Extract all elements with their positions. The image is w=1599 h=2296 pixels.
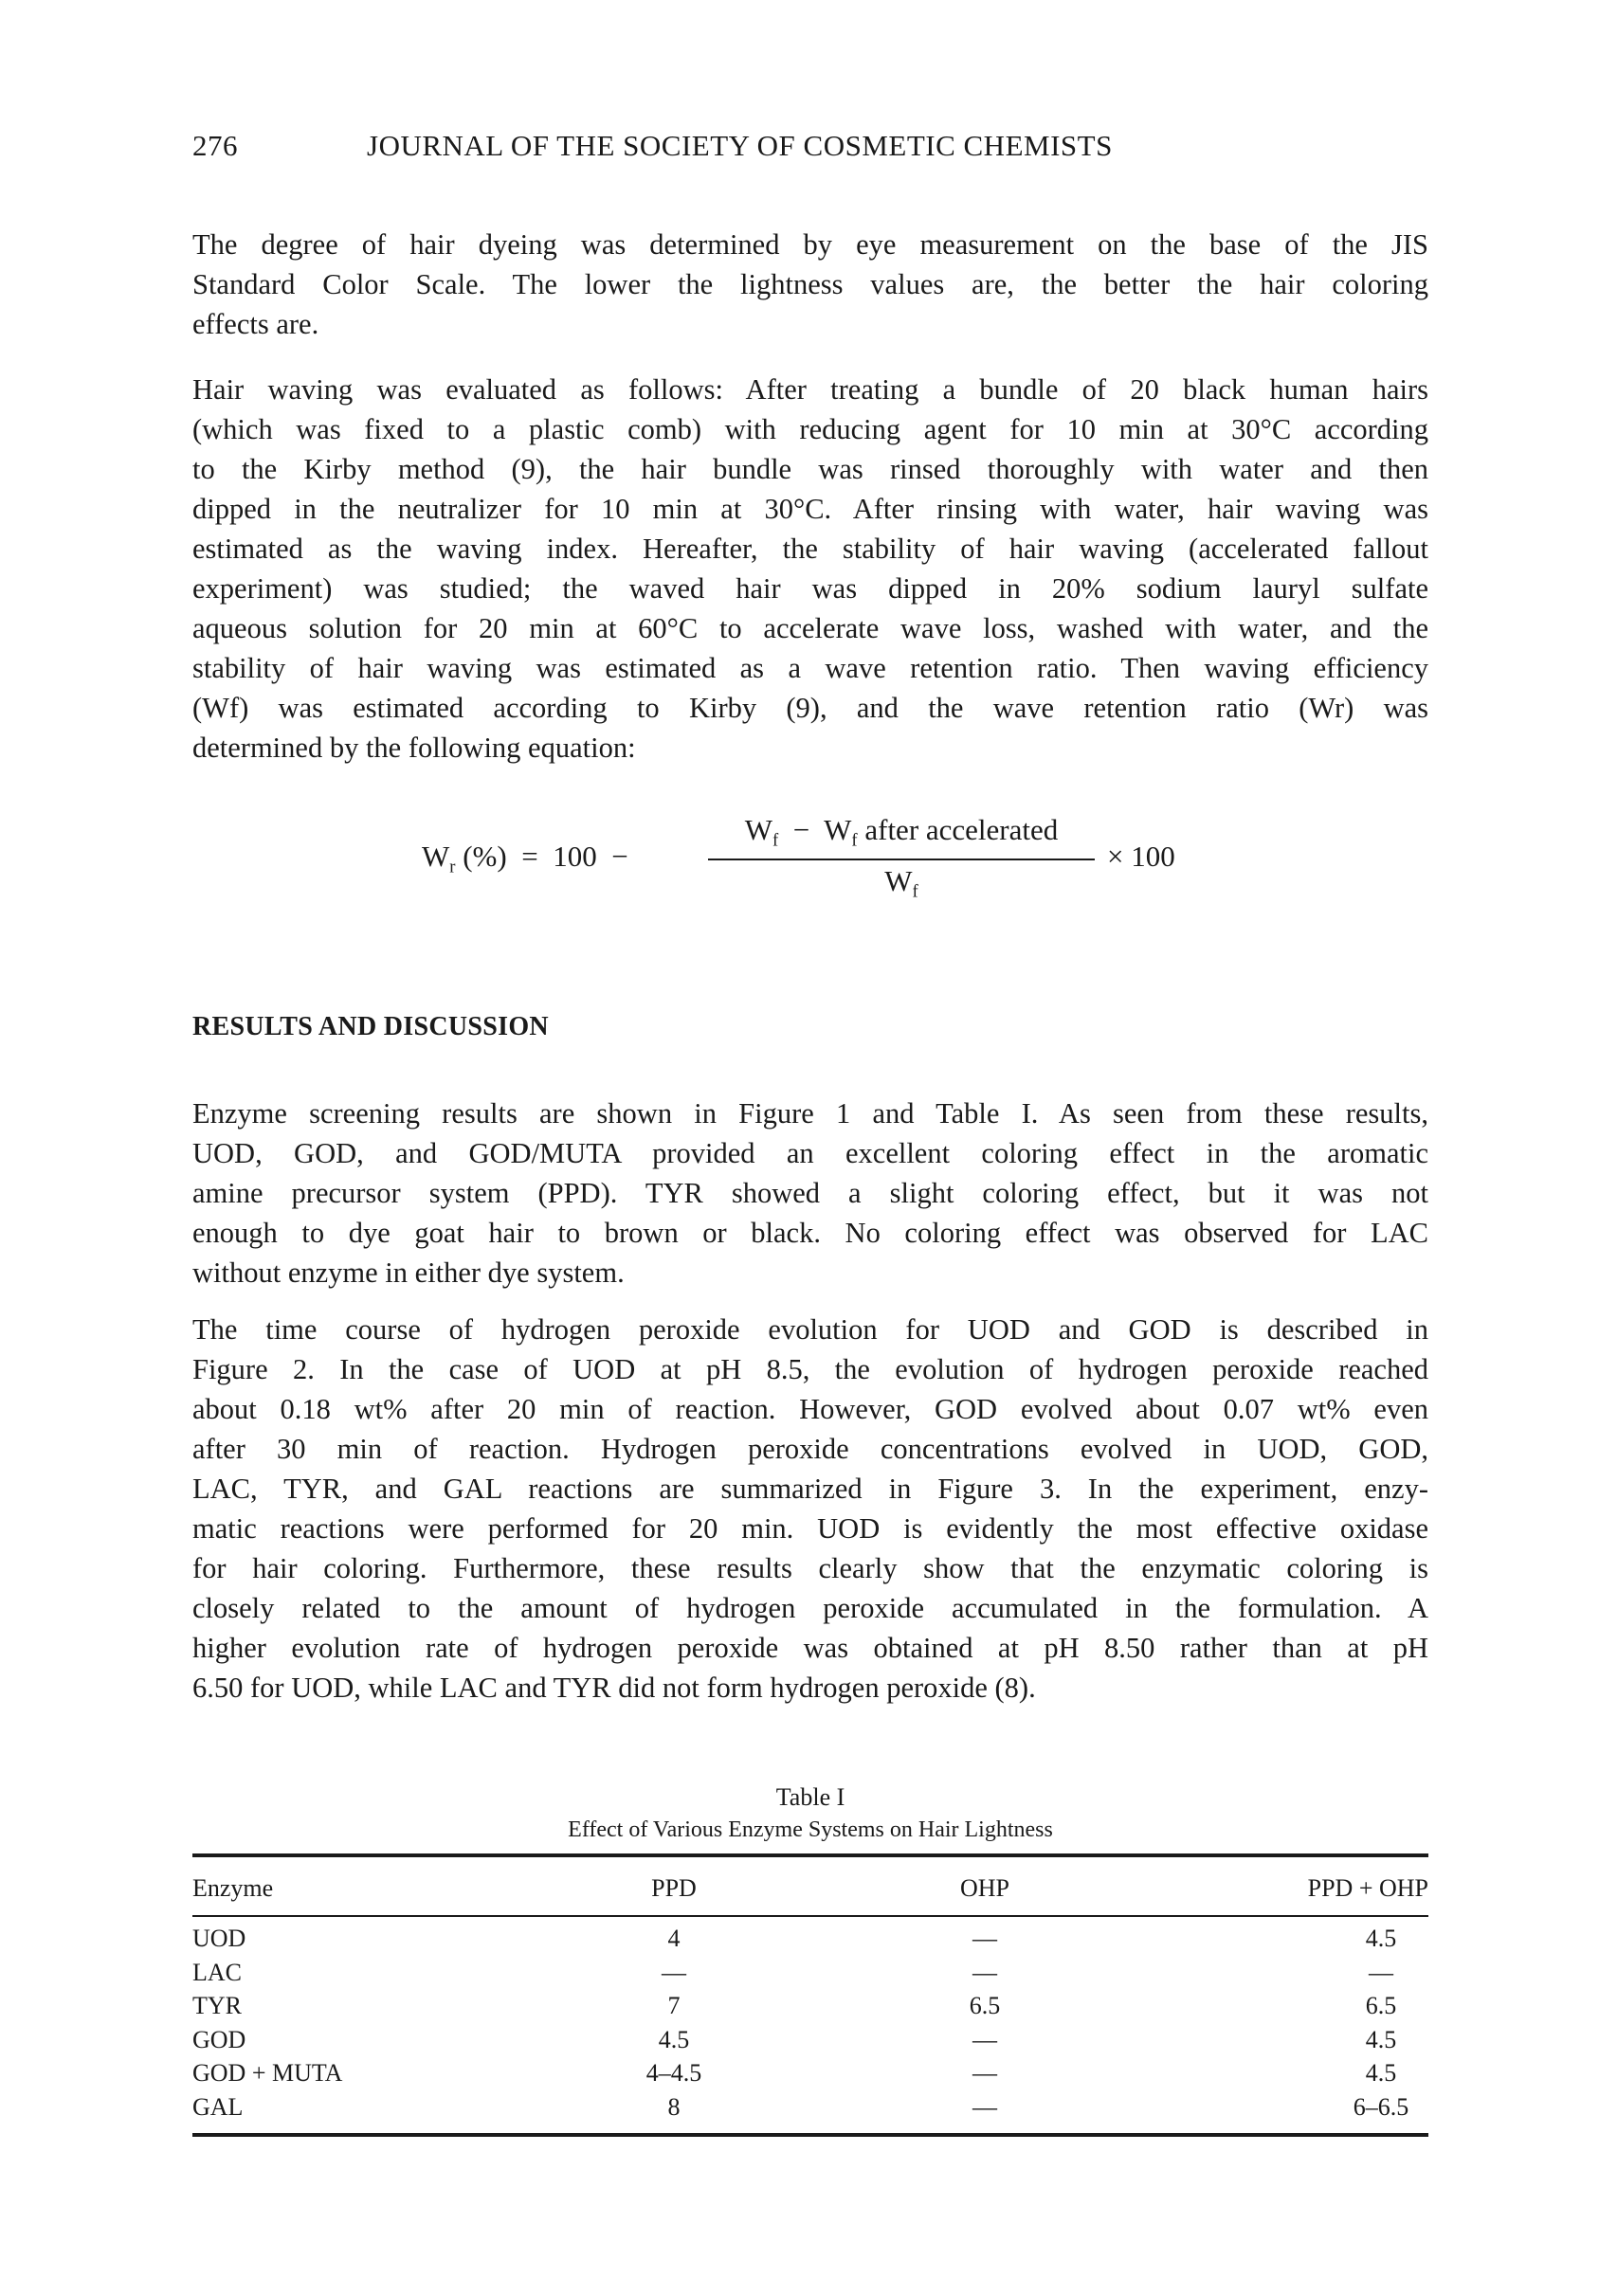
paragraph-peroxide	[192, 1310, 1428, 1708]
text-line: Standard Color Scale. The lower the lightness values are, the better the hair coloring	[192, 268, 1428, 300]
eq-constant: 100	[553, 840, 597, 873]
text-line: stability of hair waving was estimated as a wave retention ratio. Then waving efficiency	[192, 652, 1428, 684]
table-top-rule	[192, 1853, 1428, 1857]
table-cell: —	[1369, 1958, 1393, 1986]
page-number: 276	[192, 129, 238, 162]
equation-numerator	[708, 813, 1095, 852]
table-cell: —	[972, 2093, 997, 2121]
table-cell: —	[972, 1925, 997, 1952]
row-label: GAL	[192, 2093, 244, 2121]
eq-symbol: W	[824, 813, 852, 846]
eq-sub: r	[449, 857, 456, 877]
text-line: without enzyme in either dye system.	[192, 1256, 625, 1289]
table-cell: —	[972, 2025, 997, 2053]
running-header: JOURNAL OF THE SOCIETY OF COSMETIC CHEMISTS	[367, 129, 1113, 162]
column-header: Enzyme	[192, 1874, 274, 1902]
text-line: for hair coloring. Furthermore, these results clearly show that the enzymatic coloring is	[192, 1552, 1428, 1584]
text-line: Figure 2. In the case of UOD at pH 8.5, the evolution of hydrogen peroxide reached	[192, 1353, 1428, 1385]
equation-lhs	[422, 840, 628, 878]
text-line: The degree of hair dyeing was determined by eye measurement on the base of the JIS	[192, 228, 1428, 261]
table-cell: —	[972, 2059, 997, 2088]
text-line: enough to dye goat hair to brown or black. No coloring effect was observed for LAC	[192, 1217, 1428, 1249]
table-header-rule	[192, 1915, 1428, 1917]
table-cell: 4.5	[658, 2025, 690, 2053]
text-line: experiment) was studied; the waved hair was dipped in 20% sodium lauryl sulfate	[192, 572, 1428, 605]
table-cell: —	[662, 1958, 686, 1986]
text-line: Enzyme screening results are shown in Figure 1 and Table I. As seen from these results,	[192, 1097, 1428, 1130]
eq-symbol: W	[422, 840, 450, 873]
eq-sub: f	[851, 830, 858, 851]
fraction-bar	[708, 859, 1095, 860]
paragraph-waving	[192, 370, 1428, 768]
text-line: effects are.	[192, 308, 319, 340]
eq-sub: f	[912, 881, 918, 902]
eq-minus: −	[792, 813, 810, 846]
text-line: estimated as the waving index. Hereafter, the stability of hair waving (accelerated fallout	[192, 533, 1428, 565]
row-label: GOD	[192, 2025, 246, 2053]
text-line: (which was fixed to a plastic comb) with reducing agent for 10 min at 30°C according	[192, 413, 1428, 445]
text-line: LAC, TYR, and GAL reactions are summarized in Figure 3. In the experiment, enzy-	[192, 1473, 1428, 1505]
text-line: UOD, GOD, and GOD/MUTA provided an excellent coloring effect in the aromatic	[192, 1137, 1428, 1169]
table-cell: 6.5	[969, 1992, 1001, 2020]
table-cell: 4.5	[1365, 2025, 1397, 2053]
paragraph-dyeing	[192, 225, 1428, 344]
table-cell: 7	[667, 1992, 681, 2020]
equation-denominator	[708, 864, 1095, 903]
table-cell: 4.5	[1365, 2059, 1397, 2088]
text-line: closely related to the amount of hydrogen peroxide accumulated in the formulation. A	[192, 1592, 1428, 1624]
text-line: (Wf) was estimated according to Kirby (9), and the wave retention ratio (Wr) was	[192, 692, 1428, 724]
eq-sub: f	[772, 830, 779, 851]
text-line: Hair waving was evaluated as follows: After treating a bundle of 20 black human hairs	[192, 373, 1428, 406]
eq-symbol: W	[744, 813, 772, 846]
text-line: The time course of hydrogen peroxide evolution for UOD and GOD is described in	[192, 1313, 1428, 1346]
table-caption: Effect of Various Enzyme Systems on Hair Lightness	[568, 1817, 1053, 1842]
table-cell: 8	[667, 2093, 681, 2121]
column-header: PPD	[651, 1874, 697, 1902]
equation-times: × 100	[1107, 840, 1175, 873]
eq-unit: (%)	[463, 840, 507, 873]
text-line: determined by the following equation:	[192, 732, 636, 764]
table-cell: 4.5	[1365, 1925, 1397, 1952]
paragraph-screening	[192, 1094, 1428, 1293]
eq-text: after accelerated	[864, 813, 1059, 846]
row-label: GOD + MUTA	[192, 2059, 343, 2088]
row-label: UOD	[192, 1925, 246, 1952]
table-cell: 4–4.5	[645, 2059, 702, 2088]
table-cell: 6.5	[1365, 1992, 1397, 2020]
table-cell: 6–6.5	[1353, 2093, 1409, 2121]
table-cell: 4	[667, 1925, 681, 1952]
text-line: after 30 min of reaction. Hydrogen peroxide concentrations evolved in UOD, GOD,	[192, 1433, 1428, 1465]
text-line: dipped in the neutralizer for 10 min at 30°C. After rinsing with water, hair waving was	[192, 493, 1428, 525]
text-line: aqueous solution for 20 min at 60°C to accelerate wave loss, washed with water, and the	[192, 612, 1428, 644]
text-line: to the Kirby method (9), the hair bundle was rinsed thoroughly with water and then	[192, 453, 1428, 485]
eq-minus: −	[611, 840, 628, 873]
text-line: amine precursor system (PPD). TYR showed a slight coloring effect, but it was not	[192, 1177, 1428, 1209]
row-label: TYR	[192, 1992, 242, 2020]
text-line: about 0.18 wt% after 20 min of reaction. However, GOD evolved about 0.07 wt% even	[192, 1393, 1428, 1425]
table-label: Table I	[775, 1783, 845, 1811]
section-heading: RESULTS AND DISCUSSION	[192, 1012, 549, 1041]
eq-equals: =	[521, 840, 538, 873]
table-bottom-rule	[192, 2133, 1428, 2137]
text-line: higher evolution rate of hydrogen peroxide was obtained at pH 8.50 rather than at pH	[192, 1632, 1428, 1664]
column-header: PPD + OHP	[1307, 1874, 1428, 1902]
row-label: LAC	[192, 1958, 242, 1986]
eq-symbol: W	[884, 864, 913, 897]
text-line: matic reactions were performed for 20 min. UOD is evidently the most effective oxidase	[192, 1512, 1428, 1545]
column-header: OHP	[959, 1874, 1009, 1902]
table-cell: —	[972, 1958, 997, 1986]
text-line: 6.50 for UOD, while LAC and TYR did not form hydrogen peroxide (8).	[192, 1672, 1036, 1704]
